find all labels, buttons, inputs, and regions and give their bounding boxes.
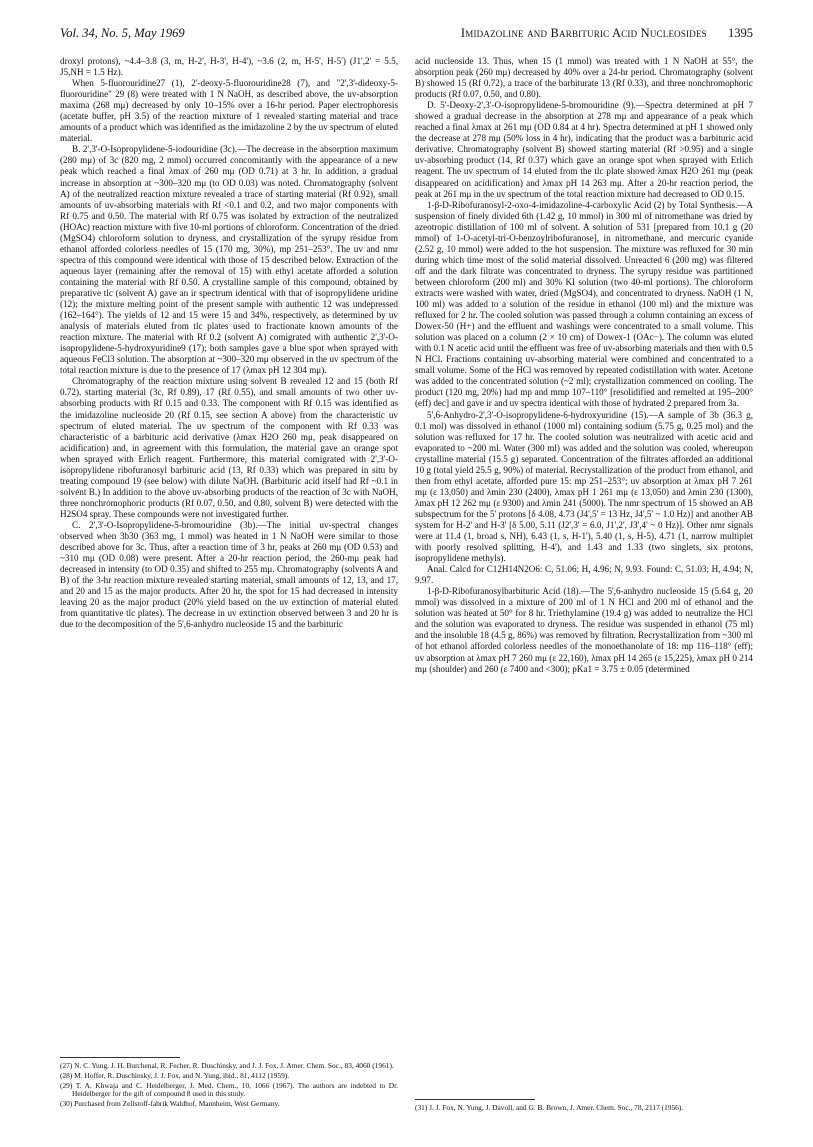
footnote: (29) T. A. Khwaja and C. Heidelberger, J. Med. Chem., 10, 1066 (1967). The authors are indebted to Dr. Heidelberger for the gift of compound 8 used in this study. (60, 1080, 398, 1099)
paragraph: C. 2',3'-O-Isopropylidene-5-bromouridine (3b).—The initial uv-spectral changes observed when 3b30 (363 mg, 1 mmol) was heated in 1 N NaOH were similar to those described above for 3c. Thus, after a reaction time of 3 hr, peaks at 260 mμ (OD 0.53) and ~310 mμ (OD 0.08) were present. After a 20-hr reaction period, the 260-mμ peak had decreased in intensity (to OD 0.35) and shifted to 255 mμ. Chromatography (solvents A and B) of the 3-hr reaction mixture revealed starting material, small amounts of 12, 13, and 17, and 20 and 15 as the major products. After 20 hr, the spot for 15 had decreased in intensity leaving 20 as the major product (20% yield based on the uv extinction of material eluted from quantitative tlc plates). The decrease in uv extinction observed between 3 and 20 hr is due to the decomposition of the 5',6-anhydro nucleoside 15 and the barbituric (60, 519, 398, 630)
paragraph: B. 2',3'-O-Isopropylidene-5-iodouridine (3c).—The decrease in the absorption maximum (280 mμ) of 3c (820 mg, 2 mmol) occurred concomitantly with the appearance of a new peak which reached a final λmax of 260 mμ (OD 0.71) at 3 hr. In addition, a gradual increase in absorption at ~300–320 mμ (to OD 0.03) was noted. Chromatography (solvent A) of the neutralized reaction mixture revealed a trace of starting material (Rf 0.92), small amounts of uv-absorbing materials with Rf <0.1 and 0.2, and two major components with Rf 0.75 and 0.50. The material with Rf 0.75 was isolated by extraction of the neutralized (HOAc) reaction mixture with five 10-ml portions of chloroform. Concentration of the dried (MgSO4) chloroform solution to dryness, and crystallization of the syrupy residue from ethanol afforded colorless needles of 15 (170 mg, 30%), mp 251–253°. The uv and nmr spectra of this compound were identical with those of 15 described below. Extraction of the aqueous layer (remaining after the removal of 15) with ethyl acetate afforded a solution containing the material with Rf 0.50. A crystalline sample of this compound, obtained by preparative tlc (solvent A) gave an ir spectrum identical with that of isopropylidene uridine (12); the mixture melting point of the present sample with authentic 12 was undepressed (162–164°). The yields of 12 and 15 were 15 and 34%, respectively, as determined by uv analysis of materials eluted from tlc plates used to fractionate known amounts of the reaction mixture. The material with Rf 0.2 (solvent A) comigrated with authentic 2',3'-O-isopropylidene-5-hydroxyuridine9 (17); both samples gave a blue spot when sprayed with aqueous FeCl3 solution. The absorption at ~300–320 mμ observed in the uv spectrum of the total reaction mixture is due to the presence of 17 (λmax pH 12 304 mμ). (60, 144, 398, 376)
footnote: (27) N. C. Yung, J. H. Burchenal, R. Fecher, R. Duschinsky, and J. J. Fox, J. Amer. Chem. Soc., 83, 4060 (1961). (60, 1061, 394, 1070)
footnote-rule (415, 1099, 535, 1100)
page-number: 1395 (728, 26, 753, 40)
paragraph: 1-β-D-Ribofuranosyl-2-oxo-4-imidazoline-4-carboxylic Acid (2) by Total Synthesis.—A suspension of finely divided 6th (1.42 g, 10 mmol) in 300 ml of nitromethane was dried by azeotropic distillation of 100 ml of solvent. A solution of 531 [prepared from 10.1 g (20 mmol) of 1-O-acetyl-tri-O-benzoylribofuranose], in nitromethane, and mercuric cyanide (2.52 g, 10 mmol) were added to the hot suspension. The mixture was refluxed for 30 min during which time most of the solid material dissolved. Unreacted 6 (200 mg) was filtered off and the dark filtrate was concentrated to dryness. The syrupy residue was partitioned between chloroform (200 ml) and 30% KI solution (two 40-ml portions). The chloroform extracts were washed with water, dried (MgSO4), and concentrated to dryness. NaOH (1 N, 100 ml) was added to a solution of the residue in ethanol (100 ml) and the mixture was refluxed for 2 hr. The cooled solution was passed through a column containing an excess of Dowex-50 (H+) and the effluent and washings were concentrated to a small volume. This solution was placed on a column (2 × 10 cm) of Dowex-1 (OAc−). The column was eluted with 0.1 N acetic acid until the effluent was free of uv-absorbing materials and then with 0.5 N HCl. Fractions containing uv-absorbing material were combined and concentrated to a small volume. Some of the HCl was removed by repeated codistillation with water. Acetone was added to the concentrated solution (~2 ml); crystallization commenced on cooling. The product (120 mg, 20%) had mp and mmp 107–110° [resolidified and remelted at 195–200° (eff) dec] and gave ir and uv spectra identical with those of hydrated 2 prepared from 3a. (415, 199, 753, 409)
header-right (461, 26, 753, 41)
right-column (415, 56, 753, 1106)
paragraph: Anal. Calcd for C12H14N2O6: C, 51.06; H, 4.96; N, 9.93. Found: C, 51.03; H, 4.94; N, 9.97. (415, 564, 753, 586)
footnote: (28) M. Hoffer, R. Duschinsky, J. J. Fox, and N. Yung, ibid., 81, 4112 (1959). (60, 1070, 290, 1080)
paragraph: acid nucleoside 13. Thus, when 15 (1 mmol) was treated with 1 N NaOH at 55°, the absorption peak (260 mμ) decreased by 40% over a 24-hr period. Chromatography (solvent B) showed 15 (Rf 0.72), a trace of the barbiturate 13 (Rf 0.33), and three nonchromophoric products (Rf 0.07, 0.50, and 0.80). (415, 56, 753, 100)
paragraph: When 5-fluorouridine27 (1), 2'-deoxy-5-fluorouridine28 (7), and "2',3'-dideoxy-5-fluorouridine" 29 (8) were treated with 1 N NaOH, as described above, the uv-absorption maxima (268 mμ) decreased by only 10–15% over a 16-hr period. Paper electrophoresis (acetate buffer, pH 3.5) of the reaction mixture of 1 revealed starting material and trace amounts of a product which was identified as the imidazoline 2 by the uv spectrum of eluted material. (60, 78, 398, 144)
footnote-rule (60, 1057, 180, 1058)
journal-issue: Vol. 34, No. 5, May 1969 (60, 26, 185, 40)
footnotes-right (415, 1104, 753, 1114)
left-column (60, 56, 398, 1056)
paragraph: 5',6-Anhydro-2',3'-O-isopropylidene-6-hydroxyuridine (15).—A sample of 3b (36.3 g, 0.1 mol) was dissolved in ethanol (1000 ml) containing sodium (5.75 g, 0.25 mol) and the solution was refluxed for 17 hr. The cooled solution was neutralized with acetic acid and evaporated to ~200 ml. Water (300 ml) was added and the solution was cooled, whereupon crystalline material (15.5 g) separated. Concentration of the filtrates afforded an additional 10 g (total yield 25.5 g, 90%) of material. Recrystallization of the product from ethanol, and then from ethyl acetate, afforded pure 15: mp 251–253°; uv absorption at λmax pH 7 261 mμ (ε 13,050) and λmin 230 (2400), λmax pH 1 261 mμ (ε 13,050) and λmin 230 (1300), λmax pH 12 262 mμ (ε 9300) and λmin 241 (5000). The nmr spectrum of 15 showed an AB subspectrum for the 5' protons [δ 4.08, 4.73 (J4',5' = 13 Hz, J4',5' ~ 1.0 Hz)] and another AB system for H-2' and H-3' [δ 5.00, 5.11 (J2',3' = 6.0, J1',2', J3',4' ~ 0 Hz)]. Other nmr signals were at 11.4 (1, broad s, NH), 6.43 (1, s, H-1'), 5.40 (1, s, H-5), 4.71 (1, narrow multiplet with poorly resolved splitting, H-4'), and 1.43 and 1.33 (two singlets, six protons, isopropylidene methyls). (415, 409, 753, 564)
paragraph: droxyl protons), ~4.4–3.8 (3, m, H-2', H-3', H-4'), ~3.6 (2, m, H-5', H-5') (J1',2' = 5.5, J5,NH = 1.5 Hz). (60, 56, 398, 78)
paragraph: Chromatography of the reaction mixture using solvent B revealed 12 and 15 (both Rf 0.72), starting material (3c, Rf 0.89), 17 (Rf 0.55), and small amounts of two other uv-absorbing products with Rf 0.15 and 0.33. The component with Rf 0.15 was identified as the imidazoline nucleoside 20 (Rf 0.15, see section A above) from the characteristic uv spectrum of eluted material. The uv spectrum of the component with Rf 0.33 was characteristic of a barbituric acid derivative (λmax H2O 260 mμ, peak disappeared on acidification) and, in agreement with this formulation, the material gave an orange spot when sprayed with Erlich reagent. Furthermore, this material comigrated with 2',3'-O-isopropylidene ribofuranosyl barbituric acid (13, Rf 0.33) which was prepared in situ by treating compound 19 (see below) with dilute NaOH. (Barbituric acid itself had Rf ~0.1 in solvent B.) In addition to the above uv-absorbing products of the reaction of 3c with NaOH, three nonchromophoric products (Rf 0.07, 0.50, and 0.80, solvent B) were detected with the H2SO4 spray. These compounds were not investigated further. (60, 376, 398, 519)
page-header (60, 26, 753, 46)
footnote: (30) Purchased from Zellstoff-fabrik Waldhof, Mannheim, West Germany. (60, 1099, 280, 1109)
footnotes-left (60, 1062, 398, 1110)
paragraph: D. 5'-Deoxy-2',3'-O-isopropylidene-5-bromouridine (9).—Spectra determined at pH 7 showed a gradual decrease in the absorption at 278 mμ and appearance of a peak which reached a final λmax at 261 mμ (OD 0.84 at 4 hr). Spectra determined at pH 1 showed only the decrease at 278 mμ (50% loss in 4 hr), indicating that the product was a barbituric acid derivative. Chromatography (solvent B) showed starting material (Rf >0.95) and a single uv-absorbing product (14, Rf 0.37) which gave an orange spot when sprayed with Erlich reagent. The uv spectrum of 14 eluted from the tlc plate showed λmax H2O 261 mμ (peak disappeared on acidification) and λmax pH 14 263 mμ. After a 20-hr reaction period, the peak at 261 mμ in the uv spectrum of the total reaction mixture had decreased to OD 0.15. (415, 100, 753, 199)
running-title: Imidazoline and Barbituric Acid Nucleosides (460, 26, 707, 40)
paragraph: 1-β-D-Ribofuranosylbarbituric Acid (18).—The 5',6-anhydro nucleoside 15 (5.64 g, 20 mmol) was dissolved in a mixture of 200 ml of 1 N HCl and 200 ml of ethanol and the solution was heated at 50° for 8 hr. Triethylamine (19.4 g) was added to neutralize the HCl and the solution was evaporated to dryness. The residue was suspended in ethanol (75 ml) and the insoluble 18 (4.5 g, 86%) was removed by filtration. Recrystallization from ~300 ml of hot ethanol afforded colorless needles of the monoethanolate of 18: mp 116–118° (eff); uv absorption at λmax pH 7 260 mμ (ε 22,160), λmax pH 14 265 (ε 15,225), λmax pH 0 214 mμ (shoulder) and 260 (ε 7400 and <300); pKa1 = 3.75 ± 0.05 (determined (415, 586, 753, 674)
footnote: (31) J. J. Fox, N. Yung, J. Davoll, and G. B. Brown, J. Amer. Chem. Soc., 78, 2117 (1956). (415, 1103, 684, 1112)
